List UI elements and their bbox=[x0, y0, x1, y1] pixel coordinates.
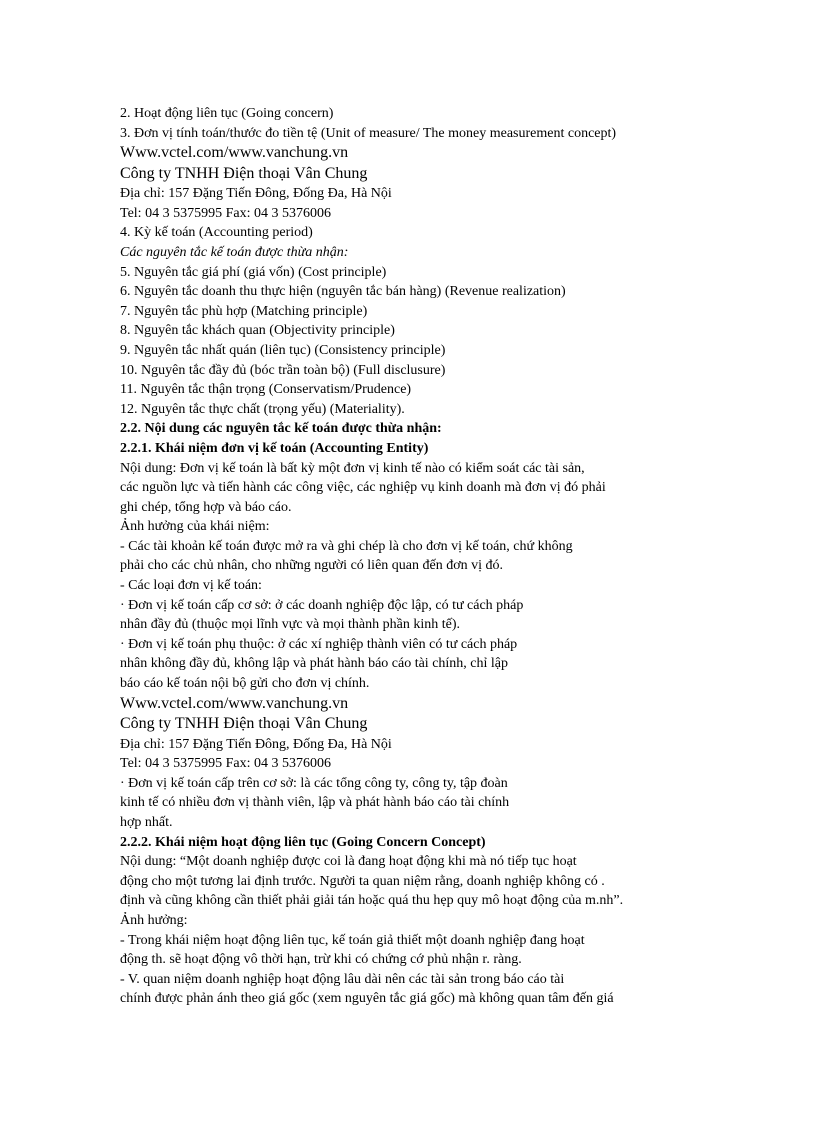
text-line: - Trong khái niệm hoạt động liên tục, kế toán giả thiết một doanh nghiệp đang hoạt bbox=[120, 932, 585, 948]
text-line: · Đơn vị kế toán cấp trên cơ sở: là các tổng công ty, công ty, tập đoàn bbox=[120, 775, 508, 791]
text-line: 7. Nguyên tắc phù hợp (Matching principle) bbox=[120, 303, 368, 319]
italic-heading: Các nguyên tắc kế toán được thừa nhận: bbox=[120, 244, 349, 260]
company-name-line: Công ty TNHH Điện thoại Vân Chung bbox=[120, 164, 368, 182]
text-line: nhân đầy đủ (thuộc mọi lĩnh vực và mọi thành phần kinh tế). bbox=[120, 617, 461, 633]
text-line: 5. Nguyên tắc giá phí (giá vốn) (Cost principle) bbox=[120, 264, 387, 280]
address-line: Địa chỉ: 157 Đặng Tiến Đông, Đống Đa, Hà Nội bbox=[120, 186, 392, 202]
text-line: động th. sẽ hoạt động vô thời hạn, trừ khi có chứng cớ phủ nhận r. ràng. bbox=[120, 952, 522, 968]
text-line: động cho một tương lai định trước. Người ta quan niệm rằng, doanh nghiệp không có . bbox=[120, 873, 605, 889]
text-line: Ảnh hưởng: bbox=[120, 912, 188, 928]
text-line: - Các loại đơn vị kế toán: bbox=[120, 578, 262, 594]
text-line: 10. Nguyên tắc đầy đủ (bóc trần toàn bộ) (Full disclusure) bbox=[120, 362, 446, 378]
text-line: 9. Nguyên tắc nhất quán (liên tục) (Consistency principle) bbox=[120, 342, 446, 358]
address-line: Địa chỉ: 157 Đặng Tiến Đông, Đống Đa, Hà Nội bbox=[120, 736, 392, 752]
text-line: · Đơn vị kế toán phụ thuộc: ở các xí nghiệp thành viên có tư cách pháp bbox=[120, 636, 518, 652]
document-page bbox=[120, 104, 720, 1009]
text-line: phải cho các chủ nhân, cho những người có liên quan đến đơn vị đó. bbox=[120, 558, 503, 574]
text-line: Nội dung: “Một doanh nghiệp được coi là đang hoạt động khi mà nó tiếp tục hoạt bbox=[120, 854, 577, 870]
website-line: Www.vctel.com/www.vanchung.vn bbox=[120, 144, 349, 162]
phone-line: Tel: 04 3 5375995 Fax: 04 3 5376006 bbox=[120, 205, 331, 221]
text-line: 3. Đơn vị tính toán/thước đo tiền tệ (Unit of measure/ The money measurement concept) bbox=[120, 125, 617, 141]
text-line: nhân không đầy đủ, không lập và phát hành báo cáo tài chính, chỉ lập bbox=[120, 656, 509, 672]
text-line: 11. Nguyên tắc thận trọng (Conservatism/Prudence) bbox=[120, 382, 412, 398]
text-line: các nguồn lực và tiến hành các công việc, các nghiệp vụ kinh doanh mà đơn vị đó phải bbox=[120, 480, 606, 496]
text-line: Ảnh hưởng của khái niệm: bbox=[120, 519, 270, 535]
text-line: 8. Nguyên tắc khách quan (Objectivity principle) bbox=[120, 323, 395, 339]
subsection-heading: 2.2.1. Khái niệm đơn vị kế toán (Accounting Entity) bbox=[120, 440, 429, 456]
text-line: 12. Nguyên tắc thực chất (trọng yếu) (Materiality). bbox=[120, 401, 405, 417]
text-line: ghi chép, tổng hợp và báo cáo. bbox=[120, 499, 292, 515]
text-line: Nội dung: Đơn vị kế toán là bất kỳ một đơn vị kinh tế nào có kiểm soát các tài sản, bbox=[120, 460, 585, 476]
subsection-heading: 2.2.2. Khái niệm hoạt động liên tục (Going Concern Concept) bbox=[120, 834, 486, 850]
text-line: · Đơn vị kế toán cấp cơ sở: ở các doanh nghiệp độc lập, có tư cách pháp bbox=[120, 597, 524, 613]
website-line: Www.vctel.com/www.vanchung.vn bbox=[120, 694, 349, 712]
text-line: - Các tài khoản kế toán được mở ra và ghi chép là cho đơn vị kế toán, chứ không bbox=[120, 538, 573, 554]
text-line: chính được phản ánh theo giá gốc (xem nguyên tắc giá gốc) mà không quan tâm đến giá bbox=[120, 991, 614, 1007]
text-line: 2. Hoạt động liên tục (Going concern) bbox=[120, 106, 334, 121]
text-line: 4. Kỳ kế toán (Accounting period) bbox=[120, 225, 313, 241]
text-line: hợp nhất. bbox=[120, 815, 173, 830]
text-line: báo cáo kế toán nội bộ gửi cho đơn vị chính. bbox=[120, 676, 370, 692]
text-line: 6. Nguyên tắc doanh thu thực hiện (nguyên tắc bán hàng) (Revenue realization) bbox=[120, 284, 566, 300]
phone-line: Tel: 04 3 5375995 Fax: 04 3 5376006 bbox=[120, 756, 331, 772]
section-heading: 2.2. Nội dung các nguyên tắc kế toán được thừa nhận: bbox=[120, 421, 442, 437]
company-name-line: Công ty TNHH Điện thoại Vân Chung bbox=[120, 715, 368, 733]
text-line: định và cũng không cần thiết phải giải tán hoặc quá thu hẹp quy mô hoạt động của m.nh”. bbox=[120, 893, 624, 909]
text-line: kinh tế có nhiều đơn vị thành viên, lập và phát hành báo cáo tài chính bbox=[120, 795, 510, 811]
text-line: - V. quan niệm doanh nghiệp hoạt động lâu dài nên các tài sản trong báo cáo tài bbox=[120, 971, 565, 987]
